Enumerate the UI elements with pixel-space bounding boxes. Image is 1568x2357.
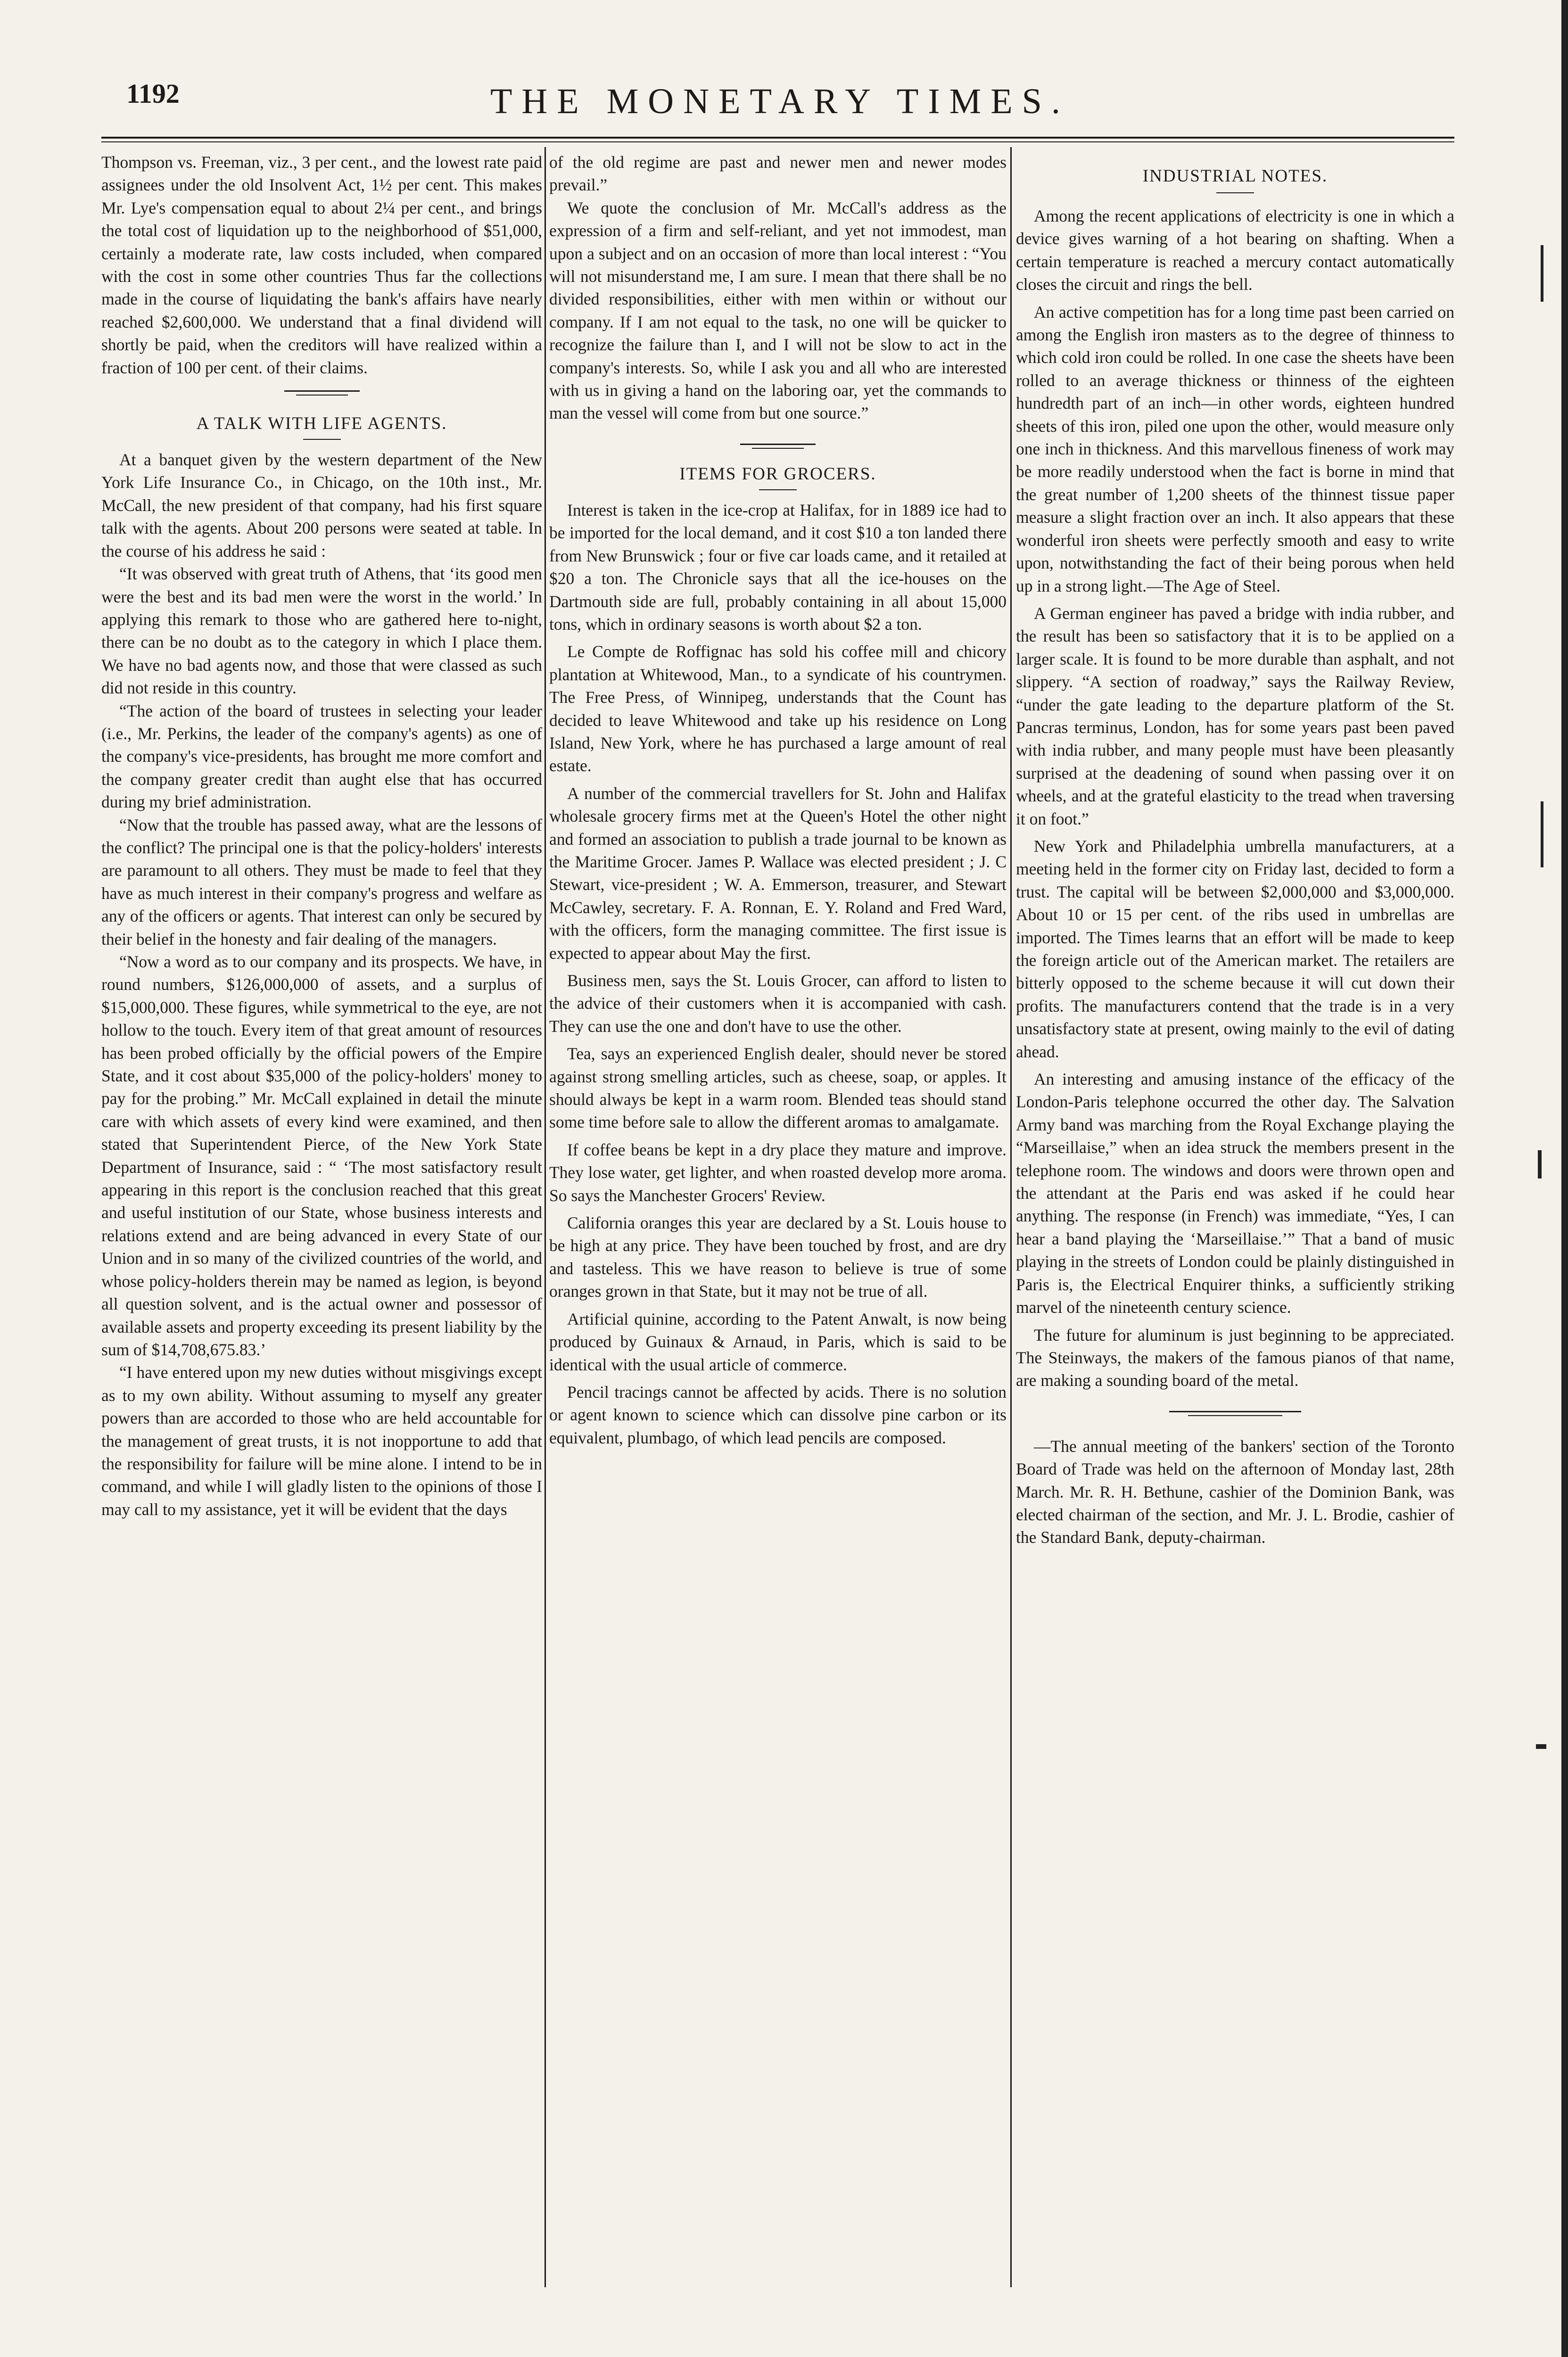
- masthead-title: THE MONETARY TIMES.: [490, 82, 1070, 121]
- article-heading-industrial: INDUSTRIAL NOTES.: [1142, 166, 1328, 186]
- paragraph: The future for aluminum is just beginning to be appreciated. The Steinways, the makers of the famous pianos of that name, are making a sounding board of the metal.: [1016, 1325, 1454, 1390]
- column-2: [549, 151, 1007, 2338]
- header-rule-top: [101, 137, 1454, 139]
- article-continuation: of the old regime are past and newer men and newer modes prevail.”: [549, 153, 1007, 195]
- scan-mark: [1541, 801, 1543, 867]
- paragraph: Le Compte de Roffignac has sold his coffee mill and chicory plantation at Whitewood, Man., to a syndicate of his countrymen. The Free Press, of Winnipeg, understands that the Count has decided to leave Whitewood and take up his residence on Long Island, New York, where he has purchased a large amount of real estate.: [549, 642, 1007, 775]
- paragraph: “I have entered upon my new duties without misgivings except as to my own ability. Without assuming to myself any greater powers than are accorded to those who are held accountable for the management of great trusts, it is not inopportune to add that the responsibility for failure will be mine alone. I intend to be in command, and while I will gladly listen to the opinions of those I may call to my assistance, yet it will be evident that the days: [101, 1363, 542, 1519]
- paragraph: An active competition has for a long time past been carried on among the English iron masters as to the degree of thinness to which cold iron could be rolled. In one case the sheets have been rolled to an average thickness or thinness of the eighteen hundredth part of an inch—in other words, eighteen hundred sheets of this iron, piled one upon the other, would measure only one inch in thickness. And this marvellous fineness of work may be more readily understood when the fact is borne in mind that the great number of 1,200 sheets of the thinnest tissue paper measure a slight fraction over an inch. It also appears that these wonderful iron sheets were perfectly smooth and easy to write upon, notwithstanding the fact of their being porous when held up in a strong light.—The Age of Steel.: [1016, 302, 1454, 595]
- page-number: 1192: [126, 78, 180, 109]
- article-continuation: Thompson vs. Freeman, viz., 3 per cent., and the lowest rate paid assignees under the old Insolvent Act, 1½ per cent. This makes Mr. Lye's compensation equal to about 2¼ per cent., and brings the total cost of liquidation up to the neighborhood of $51,000, certainly a moderate rate, law costs included, when compared with the cost in some other countries Thus far the collections made in the course of liquidating the bank's affairs have nearly reached $2,600,000. We understand that a final dividend will shortly be paid, when the creditors will have realized within a fraction of 100 per cent. of their claims.: [101, 153, 542, 377]
- section-separator: [284, 390, 360, 392]
- section-separator: [740, 444, 816, 445]
- paragraph: If coffee beans be kept in a dry place they mature and improve. They lose water, get lighter, and when roasted develop more aroma. So says the Manchester Grocers' Review.: [549, 1140, 1007, 1205]
- paragraph: Pencil tracings cannot be affected by acids. There is no solution or agent known to science which can dissolve pine carbon or its equivalent, plumbago, of which lead pencils are composed.: [549, 1382, 1007, 1447]
- paragraph: —The annual meeting of the bankers' section of the Toronto Board of Trade was held on the afternoon of Monday last, 28th March. Mr. R. H. Bethune, cashier of the Dominion Bank, was elected chairman of the section, and Mr. J. L. Brodie, cashier of the Standard Bank, deputy-chairman.: [1016, 1436, 1454, 1547]
- column-divider-left: [545, 147, 546, 2287]
- paragraph: New York and Philadelphia umbrella manufacturers, at a meeting held in the former city on Friday last, decided to form a trust. The capital will be between $2,000,000 and $3,000,000. About 10 or 15 per cent. of the ribs used in umbrellas are imported. The Times learns that an effort will be made to keep the foreign article out of the American market. The retailers are bitterly opposed to the scheme because it will cut down their profits. The manufacturers contend that the trade is in a very unsatisfactory state at present, owing mainly to the evil of dating ahead.: [1016, 836, 1454, 1061]
- paragraph: “The action of the board of trustees in selecting your leader (i.e., Mr. Perkins, the leader of the company's agents) as one of the company's vice-presidents, has brought me more comfort and the company greater credit than aught else that has occurred during my brief administration.: [101, 701, 542, 812]
- paragraph: Artificial quinine, according to the Patent Anwalt, is now being produced by Guinaux & Arnaud, in Paris, which is said to be identical with the usual article of commerce.: [549, 1309, 1007, 1374]
- paragraph: “Now that the trouble has passed away, what are the lessons of the conflict? The principal one is that the policy-holders' interests are paramount to all others. They must be made to feel that they have as much interest in their company's progress and welfare as any of the officers or agents. That interest can only be secured by their belief in the honesty and fair dealing of the managers.: [101, 815, 542, 948]
- section-separator: [1188, 1415, 1282, 1416]
- section-separator: [752, 448, 804, 449]
- paragraph: Among the recent applications of electricity is one in which a device gives warning of a hot bearing on shafting. When a certain temperature is reached a mercury contact automatically closes the circuit and rings the bell.: [1016, 206, 1454, 294]
- scan-edge: [1561, 0, 1568, 2357]
- paragraph: “It was observed with great truth of Athens, that ‘its good men were the best and its bad men were the worst in the world.’ In applying this remark to those who are gathered here to-night, there can be no doubt as to the category in which I place them. We have no bad agents now, and those that were classed as such did not reside in this country.: [101, 564, 542, 698]
- paragraph: A number of the commercial travellers for St. John and Halifax wholesale grocery firms met at the Queen's Hotel the other night and formed an association to publish a trade journal to be known as the Maritime Grocer. James P. Wallace was elected president ; J. C Stewart, vice-president ; W. A. Emmerson, treasurer, and Stewart McCawley, secretary. F. A. Ronnan, E. Y. Roland and Fred Ward, with the officers, form the managing committee. The first issue is expected to appear about May the first.: [549, 783, 1007, 963]
- column-1: [101, 151, 542, 2338]
- paragraph: Business men, says the St. Louis Grocer, can afford to listen to the advice of their customers when it is accompanied with cash. They can use the one and don't have to use the other.: [549, 971, 1007, 1036]
- paragraph: At a banquet given by the western department of the New York Life Insurance Co., in Chicago, on the 10th inst., Mr. McCall, the new president of that company, had his first square talk with the agents. About 200 persons were seated at table. In the course of his address he said :: [101, 450, 542, 560]
- paragraph: A German engineer has paved a bridge with india rubber, and the result has been so satisfactory that it is to be applied on a larger scale. It is found to be more durable than asphalt, and not slippery. “A section of roadway,” says the Railway Review, “under the gate leading to the departure platform of the St. Pancras terminus, London, has for some years past been paved with india rubber, and many people must have been pleasantly surprised at the deadening of sound when passing over it on wheels, and at the grateful elasticity to the tread when traversing it on foot.”: [1016, 603, 1454, 828]
- article-heading-life-agents: A TALK WITH LIFE AGENTS.: [196, 414, 447, 434]
- column-3: [1016, 151, 1454, 2338]
- section-separator: [1169, 1411, 1301, 1412]
- section-separator: [296, 395, 348, 396]
- column-divider-right: [1010, 147, 1012, 2287]
- heading-rule: [759, 489, 797, 490]
- heading-rule: [303, 439, 341, 440]
- scan-mark: [1536, 1744, 1546, 1749]
- paragraph: Tea, says an experienced English dealer, should never be stored against strong smelling articles, such as cheese, soap, or apples. It should always be kept in a warm room. Blended teas should stand some time before sale to allow the different aromas to amalgamate.: [549, 1044, 1007, 1132]
- paragraph: “Now a word as to our company and its prospects. We have, in round numbers, $126,000,000 of assets, and a surplus of $15,000,000. These figures, while symmetrical to the eye, are not hollow to the touch. Every item of that great amount of resources has been probed officially by the official powers of the Empire State, and it cost about $35,000 of the policy-holders' money to pay for the probing.” Mr. McCall explained in detail the minute care with which assets of every kind were examined, and then stated that Superintendent Pierce, of the New York State Department of Insurance, said : “ ‘The most satisfactory result appearing in this report is the conclusion reached that this great and useful institution of our State, whose business interests and relations extend and are being advanced in every State of our Union and in so many of the civilized countries of the world, and whose policy-holders therein may be named as legion, is beyond all question solvent, and is the actual owner and possessor of available assets and property exceeding its present liability by the sum of $14,708,675.83.’: [101, 952, 542, 1359]
- paragraph: We quote the conclusion of Mr. McCall's address as the expression of a firm and self-reliant, and yet not immodest, man upon a subject and on an occasion of more than local interest : “You will not misunderstand me, I am sure. I mean that there shall be no divided responsibilities, either with men within or without our company. If I am not equal to the task, no one will be quicker to recognize the failure than I, and I will not be slow to act in the company's interests. So, while I ask you and all who are interested with us in giving a hand on the laboring oar, yet the commands to man the vessel will come from but one source.”: [549, 198, 1007, 423]
- paragraph: An interesting and amusing instance of the efficacy of the London-Paris telephone occurred the other day. The Salvation Army band was marching from the Royal Exchange playing the “Marseillaise,” when an idea struck the members present in the telephone room. The windows and doors were thrown open and the attendant at the Paris end was asked if he could hear anything. The response (in French) was immediate, “Yes, I can hear a band playing the ‘Marseillaise.’” That a band of music playing in the streets of London could be plainly distinguished in Paris is, the Electrical Enquirer thinks, a sufficiently striking marvel of the nineteenth century science.: [1016, 1070, 1454, 1317]
- paragraph: California oranges this year are declared by a St. Louis house to be high at any price. They have been touched by frost, and are dry and tasteless. This we have reason to believe is true of some oranges grown in that State, but it may not be true of all.: [549, 1213, 1007, 1301]
- paragraph: Interest is taken in the ice-crop at Halifax, for in 1889 ice had to be imported for the local demand, and it cost $10 a ton landed there from New Brunswick ; four or five car loads came, and it retailed at $20 a ton. The Chronicle says that all the ice-houses on the Dartmouth side are full, probably containing in all about 15,000 tons, which in ordinary seasons is worth about $2 a ton.: [549, 500, 1007, 634]
- scan-mark: [1541, 245, 1543, 302]
- scan-mark: [1538, 1150, 1542, 1178]
- header-rule-bottom: [101, 141, 1454, 142]
- article-heading-grocers: ITEMS FOR GROCERS.: [679, 464, 876, 484]
- heading-rule: [1216, 192, 1254, 193]
